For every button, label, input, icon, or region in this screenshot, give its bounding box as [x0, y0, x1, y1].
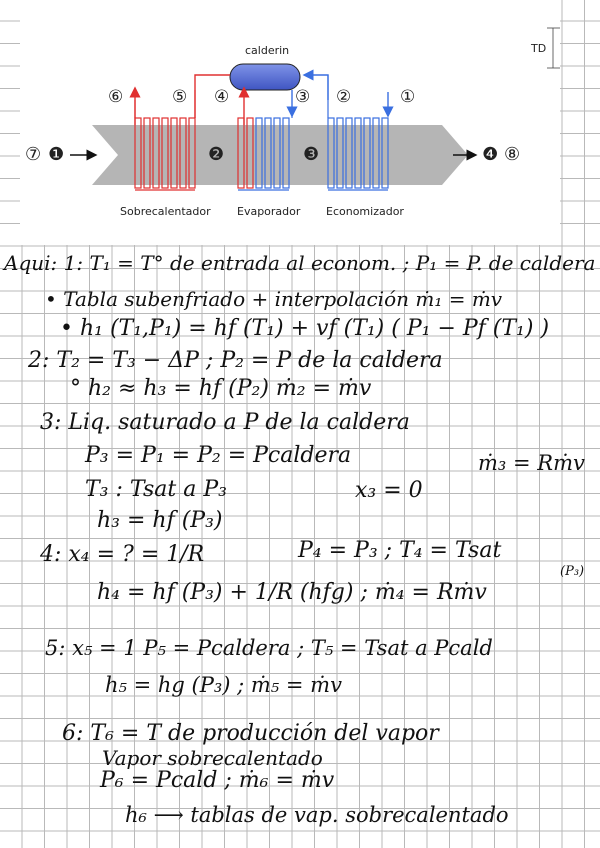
note-line-10c: (P₃)	[560, 564, 585, 579]
gas-2-marker: ❷	[208, 144, 225, 165]
note-line-6: 3: Liq. saturado a P de la caldera	[40, 410, 410, 435]
note-line-14: 6: T₆ = T de producción del vapor	[62, 721, 439, 746]
note-line-5: ° h₂ ≈ h₃ = hf (P₂) ṁ₂ = ṁv	[70, 376, 372, 401]
drum-label: calderin	[245, 44, 290, 57]
state-5-marker: ⑤	[172, 87, 188, 107]
state-1-marker: ①	[400, 87, 416, 107]
evaporator-label: Evaporador	[237, 205, 301, 218]
drum	[230, 64, 300, 90]
state-2-marker: ②	[336, 87, 352, 107]
note-line-3: • h₁ (T₁,P₁) = hf (T₁) + vf (T₁) ( P₁ − Pf (T₁) )	[60, 316, 550, 341]
td-label: TD	[531, 42, 547, 55]
arrow-2	[308, 75, 328, 100]
note-line-1: Aqui: 1: T₁ = T° de entrada al econom. ; P₁ = P. de caldera	[4, 251, 596, 275]
note-line-10b: P₄ = P₃ ; T₄ = Tsat	[298, 538, 502, 563]
state-3-marker: ③	[295, 87, 311, 107]
gas-3-marker: ❸	[303, 144, 320, 165]
note-line-16: P₆ = Pcald ; ṁ₆ = ṁv	[100, 768, 335, 793]
note-line-8: T₃ : Tsat a P₃	[85, 477, 227, 502]
superheater-label: Sobrecalentador	[120, 205, 211, 218]
note-line-13: h₅ = hg (P₃) ; ṁ₅ = ṁv	[105, 673, 342, 697]
state-4-marker: ④	[214, 87, 230, 107]
note-line-8b: x₃ = 0	[355, 478, 423, 503]
gas-7-marker: ⑦	[25, 144, 42, 165]
note-line-10: 4: x₄ = ? = 1/R	[40, 542, 205, 567]
note-line-7: P₃ = P₁ = P₂ = Pcaldera	[85, 443, 352, 468]
gas-4-marker: ❹	[482, 144, 499, 165]
gas-1-marker: ❶	[48, 144, 65, 165]
note-line-7b: ṁ₃ = Rṁv	[478, 451, 585, 475]
note-line-11: h₄ = hf (P₃) + 1/R (hfg) ; ṁ₄ = Rṁv	[97, 580, 487, 605]
note-line-4: 2: T₂ = T₃ − ΔP ; P₂ = P de la caldera	[28, 348, 443, 373]
note-line-9: h₃ = hf (P₃)	[97, 508, 223, 533]
state-6-marker: ⑥	[108, 87, 124, 107]
gas-8-marker: ⑧	[504, 144, 521, 165]
boiler-diagram	[20, 0, 560, 245]
economizer-label: Economizador	[326, 205, 404, 218]
note-line-2: • Tabla subenfriado + interpolación ṁ₁ = ṁv	[45, 287, 503, 311]
note-line-15: Vapor sobrecalentado	[102, 746, 323, 770]
note-line-12: 5: x₅ = 1 P₅ = Pcaldera ; T₅ = Tsat a Pcald	[45, 636, 493, 660]
note-line-17: h₆ ⟶ tablas de vap. sobrecalentado	[125, 803, 509, 827]
